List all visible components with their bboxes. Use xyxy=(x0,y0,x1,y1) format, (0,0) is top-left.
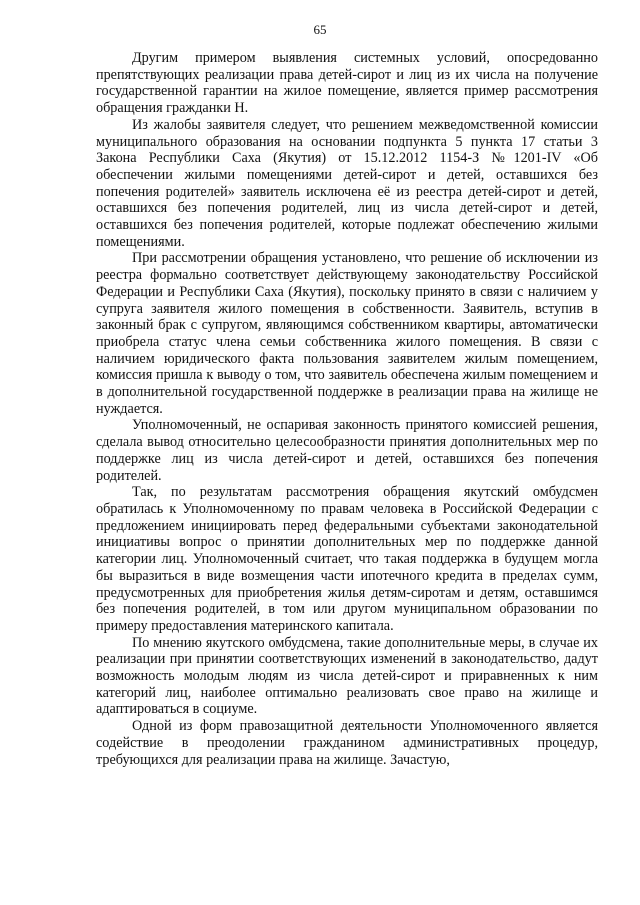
paragraph: При рассмотрении обращения установлено, что решение об исключении из реестра формально соответствует действующему законодательству Российской Федерации и Республики Саха (Якутия), поскольку принято в связи с наличием у супруга заявителя жилого помещения в собственности. Заявитель, вступив в законный брак с супругом, являющимся собственником квартиры, автоматически приобрела статус члена семьи собственника жилого помещения. В связи с наличием юридического факта пользования заявителем жилым помещением, комиссия пришла к выводу о том, что заявитель обеспечена жилым помещением и в дополнительной государственной поддержке в реализации права на жилище не нуждается. xyxy=(96,250,598,417)
paragraph: Из жалобы заявителя следует, что решением межведомственной комиссии муниципального образования на основании подпункта 5 пункта 17 статьи 3 Закона Республики Саха (Якутия) от 15.12.2012 1154-З №1201-IV «Об обеспечении жилыми помещениями детей-сирот и детей, оставшихся без попечения родителей» заявитель исключена её из реестра детей-сирот и детей, оставшихся без попечения родителей, лиц из числа детей-сирот и детей, оставшихся без попечения родителей, которые подлежат обеспечению жилыми помещениями. xyxy=(96,116,598,250)
paragraph: Другим примером выявления системных условий, опосредованно препятствующих реализации права детей-сирот и лиц из их числа на получение государственной гарантии на жилое помещение, является пример рассмотрения обращения гражданки Н. xyxy=(96,50,598,117)
document-body xyxy=(96,50,598,768)
paragraph: По мнению якутского омбудсмена, такие дополнительные меры, в случае их реализации при принятии соответствующих изменений в законодательство, дадут возможность молодым людям из числа детей-сирот и приравненных к ним категорий лиц, наиболее оптимально реализовать свое право на жилище и адаптироваться в социуме. xyxy=(96,634,598,718)
page-number: 65 xyxy=(313,22,327,37)
paragraph: Уполномоченный, не оспаривая законность принятого комиссией решения, сделала вывод относительно целесообразности принятия дополнительных мер по поддержке лиц из числа детей-сирот и детей, оставшихся без попечения родителей. xyxy=(96,417,598,484)
paragraph: Так, по результатам рассмотрения обращения якутский омбудсмен обратилась к Уполномоченному по правам человека в Российской Федерации с предложением инициировать перед федеральными субъектами законодательной инициативы вопрос о принятии дополнительных мер по поддержке данной категории лиц. Уполномоченный считает, что такая поддержка в будущем могла бы выразиться в виде возмещения части ипотечного кредита в пределах сумм, предусмотренных для приобретения жилья детям-сиротам и детям, оставшимся без попечения родителей, в том или другом муниципальном образовании по примеру предоставления материнского капитала. xyxy=(96,484,598,634)
paragraph: Одной из форм правозащитной деятельности Уполномоченного является содействие в преодолении гражданином административных процедур, требующихся для реализации права на жилище. Зачастую, xyxy=(96,718,598,768)
